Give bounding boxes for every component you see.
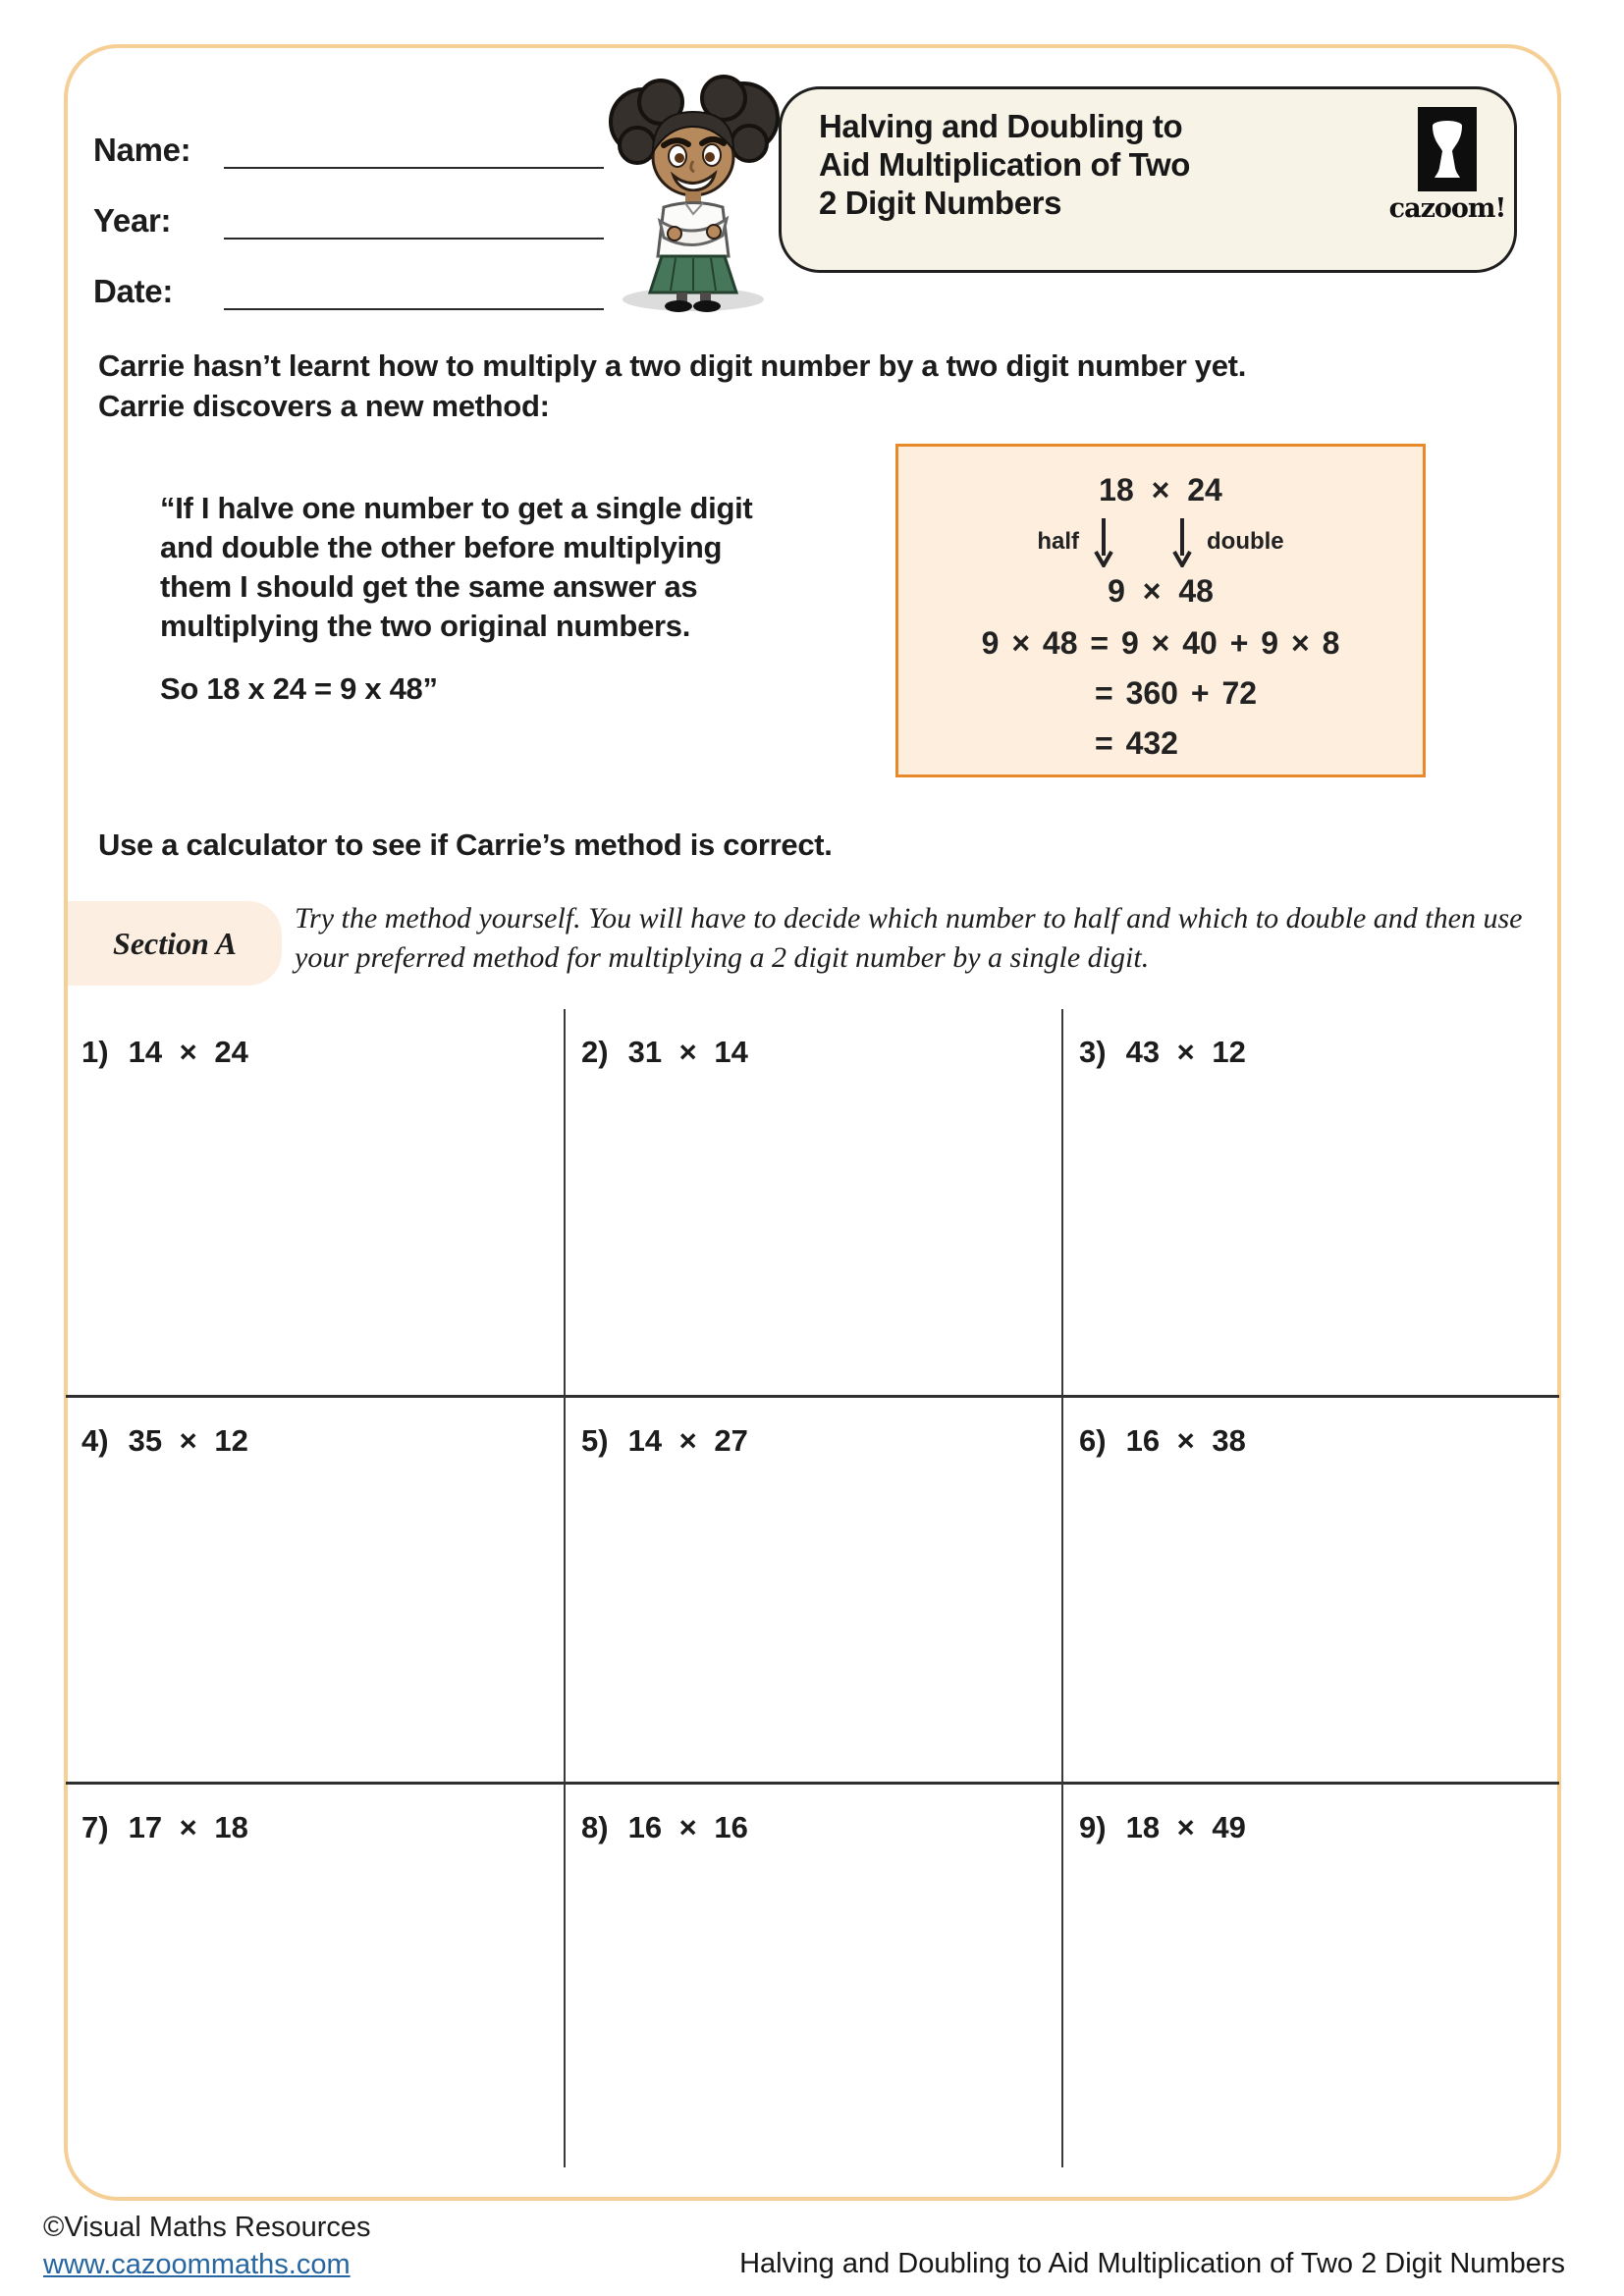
problem-number: 1)	[81, 1035, 109, 1069]
title-line-1: Halving and Doubling to	[819, 108, 1183, 144]
intro-line-1: Carrie hasn’t learnt how to multiply a two digit number by a two digit number yet.	[98, 348, 1247, 383]
problem-cell-4	[66, 1395, 564, 1781]
problem-cell-7	[66, 1782, 564, 2167]
problem-number: 3)	[1079, 1035, 1107, 1069]
title-line-3: 2 Digit Numbers	[819, 185, 1062, 221]
section-a-label: Section A	[113, 925, 237, 961]
year-field-row	[93, 169, 604, 240]
problem-grid	[66, 1009, 1559, 2167]
intro-line-2: Carrie discovers a new method:	[98, 389, 550, 423]
name-input-line[interactable]	[224, 128, 604, 169]
down-arrow-icon	[1171, 516, 1193, 567]
footer-left	[43, 2209, 371, 2283]
drum-logo-box	[1418, 107, 1477, 191]
example-result: = 432	[1095, 725, 1178, 761]
half-label: half	[1037, 528, 1079, 555]
calculator-prompt: Use a calculator to see if Carrie’s method is correct.	[98, 828, 833, 862]
section-a-instructions: Try the method yourself. You will have to decide which number to half and which to double and then use your preferred method for multiplying a 2 digit number by a single digit.	[295, 902, 1523, 974]
cazoom-logo	[1383, 89, 1511, 270]
problem-cell-6	[1061, 1395, 1559, 1781]
student-fields	[93, 98, 604, 310]
girl-cartoon-icon	[592, 59, 803, 312]
problem-expression: 35 × 12	[128, 1423, 248, 1459]
problem-number: 8)	[581, 1809, 609, 1844]
carrie-character-illustration	[592, 59, 803, 312]
cazoom-logo-text: cazoom!	[1388, 193, 1506, 224]
problem-cell-1	[66, 1009, 564, 1395]
example-expansion: 9 × 48 = 9 × 40 + 9 × 8	[981, 625, 1340, 661]
title-line-2: Aid Multiplication of Two	[819, 146, 1190, 183]
worked-example-box	[895, 444, 1426, 777]
problem-cell-5	[564, 1395, 1061, 1781]
problem-cell-9	[1061, 1782, 1559, 2167]
problem-expression: 31 × 14	[627, 1035, 748, 1069]
problem-number: 9)	[1079, 1809, 1107, 1844]
intro-text	[98, 346, 1473, 426]
name-label: Name:	[93, 132, 191, 168]
carrie-quote	[160, 489, 793, 709]
problem-cell-2	[564, 1009, 1061, 1395]
cazoommaths-link[interactable]: www.cazoommaths.com	[43, 2249, 351, 2280]
quote-conclusion: So 18 x 24 = 9 x 48”	[160, 671, 438, 706]
problem-expression: 43 × 12	[1125, 1035, 1246, 1069]
worksheet-title-box	[779, 86, 1517, 273]
problem-number: 7)	[81, 1809, 109, 1844]
problem-expression: 14 × 24	[128, 1035, 248, 1069]
name-field-row	[93, 98, 604, 169]
section-a-banner	[68, 901, 282, 986]
date-field-row	[93, 240, 604, 310]
example-halved-expression: 9 × 48	[1108, 573, 1214, 609]
problem-expression: 17 × 18	[128, 1809, 248, 1844]
double-label: double	[1207, 528, 1284, 555]
quote-body: “If I halve one number to get a single digit and double the other before multiplying them I should get the same answer as multiplying the two original numbers.	[160, 491, 753, 643]
example-arrows-row	[898, 514, 1423, 569]
djembe-drum-icon	[1428, 119, 1467, 180]
example-original-expression: 18 × 24	[1099, 472, 1222, 507]
problem-cell-8	[564, 1782, 1061, 2167]
date-input-line[interactable]	[224, 269, 604, 310]
problem-number: 2)	[581, 1035, 609, 1069]
problem-number: 6)	[1079, 1423, 1107, 1459]
problem-cell-3	[1061, 1009, 1559, 1395]
down-arrow-icon	[1093, 516, 1114, 567]
copyright-text: ©Visual Maths Resources	[43, 2212, 371, 2243]
problem-expression: 16 × 16	[627, 1809, 748, 1844]
year-label: Year:	[93, 202, 172, 239]
problem-expression: 14 × 27	[627, 1423, 748, 1459]
date-label: Date:	[93, 273, 174, 309]
year-input-line[interactable]	[224, 198, 604, 240]
problem-number: 5)	[581, 1423, 609, 1459]
example-step2: = 360 + 72	[1095, 675, 1258, 711]
problem-expression: 16 × 38	[1125, 1423, 1246, 1459]
footer-worksheet-title: Halving and Doubling to Aid Multiplication of Two 2 Digit Numbers	[739, 2248, 1565, 2279]
worksheet-title	[782, 89, 1383, 270]
problem-number: 4)	[81, 1423, 109, 1459]
problem-expression: 18 × 49	[1125, 1809, 1246, 1844]
